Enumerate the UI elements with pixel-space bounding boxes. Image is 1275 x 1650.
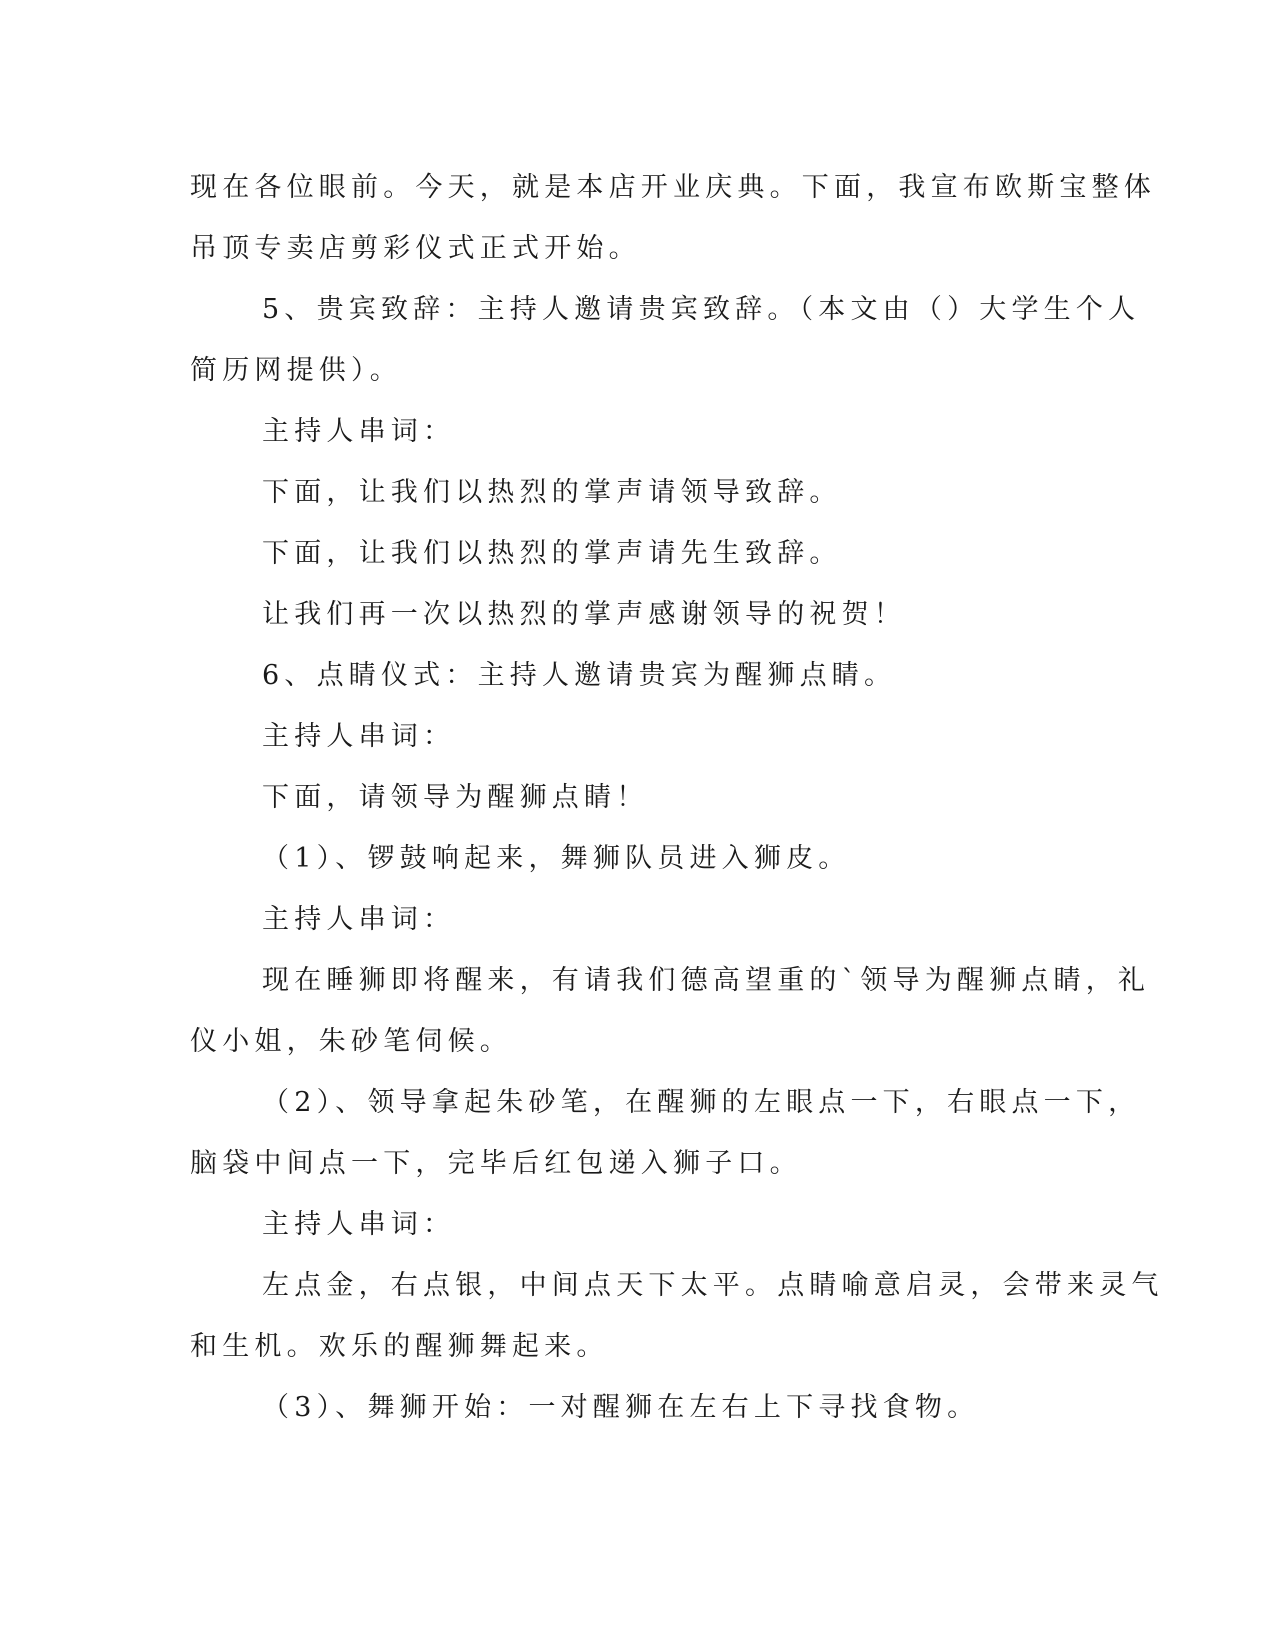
paragraph-line: 现在各位眼前。今天，就是本店开业庆典。下面，我宣布欧斯宝整体 bbox=[190, 172, 1156, 203]
paragraph-line: 5、贵宾致辞：主持人邀请贵宾致辞。（本文由（）大学生个人 bbox=[262, 294, 1141, 325]
paragraph-line: 下面，让我们以热烈的掌声请领导致辞。 bbox=[262, 477, 842, 508]
paragraph-line: 主持人串词： bbox=[262, 416, 456, 447]
paragraph-line: 简历网提供）。 bbox=[190, 355, 402, 386]
paragraph-line: 下面，请领导为醒狮点睛！ bbox=[262, 782, 649, 813]
paragraph-line: 下面，让我们以热烈的掌声请先生致辞。 bbox=[262, 538, 842, 569]
paragraph-line: 仪小姐，朱砂笔伺候。 bbox=[190, 1026, 512, 1057]
paragraph-line: 吊顶专卖店剪彩仪式正式开始。 bbox=[190, 233, 641, 264]
paragraph-line: 主持人串词： bbox=[262, 904, 456, 935]
paragraph-line: 和生机。欢乐的醒狮舞起来。 bbox=[190, 1331, 609, 1362]
paragraph-line: 6、点睛仪式：主持人邀请贵宾为醒狮点睛。 bbox=[262, 660, 897, 691]
paragraph-line: 现在睡狮即将醒来，有请我们德高望重的`领导为醒狮点睛，礼 bbox=[262, 965, 1151, 996]
paragraph-line: 主持人串词： bbox=[262, 721, 456, 752]
paragraph-line: （1）、锣鼓响起来，舞狮队员进入狮皮。 bbox=[262, 843, 851, 874]
paragraph-line: （3）、舞狮开始：一对醒狮在左右上下寻找食物。 bbox=[262, 1392, 980, 1423]
paragraph-line: 主持人串词： bbox=[262, 1209, 456, 1240]
paragraph-line: （2）、领导拿起朱砂笔，在醒狮的左眼点一下，右眼点一下， bbox=[262, 1087, 1141, 1118]
paragraph-line: 脑袋中间点一下，完毕后红包递入狮子口。 bbox=[190, 1148, 802, 1179]
paragraph-line: 左点金，右点银，中间点天下太平。点睛喻意启灵，会带来灵气 bbox=[262, 1270, 1164, 1301]
paragraph-line: 让我们再一次以热烈的掌声感谢领导的祝贺！ bbox=[262, 599, 906, 630]
